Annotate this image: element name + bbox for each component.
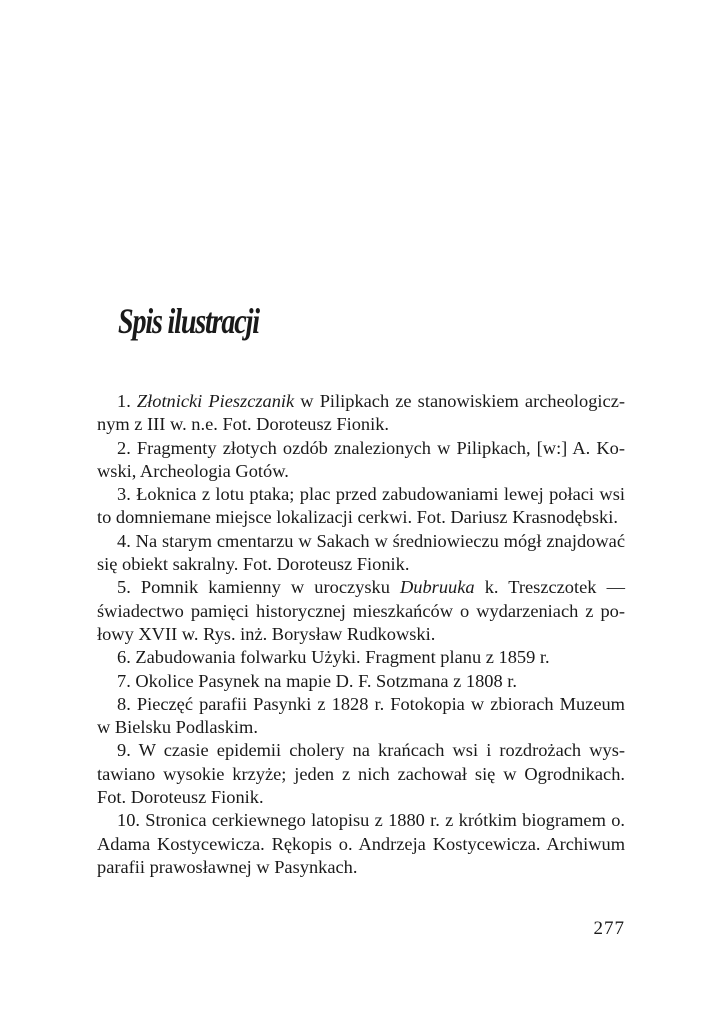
item-text — [97, 810, 625, 877]
text-segment: Pieczęć parafii Pasynki z 1828 r. Fotokopia w zbiorach Muzeum w Bielsku Podlaskim. — [97, 693, 625, 738]
item-text — [97, 577, 625, 644]
item-number: 2. — [117, 437, 131, 458]
item-text — [97, 484, 625, 527]
item-number: 9. — [117, 740, 131, 761]
text-segment: w Pilipkach ze stanowiskiem archeologicznym z III w. n.e. Fot. Doroteusz Fionik. — [97, 391, 625, 435]
item-text — [135, 647, 549, 667]
item-text — [97, 438, 625, 481]
item-number: 5. — [117, 577, 131, 598]
list-item — [97, 809, 625, 879]
item-text — [97, 740, 625, 807]
text-segment: Stronica cerkiewnego latopisu z 1880 r. z krótkim biogramem o. Adama Kostycewicza. Rękopis o. Andrzeja Kostycewicza. Archiwum parafii prawosławnej w Pasynkach. — [97, 810, 625, 877]
list-item — [97, 576, 625, 646]
item-number: 4. — [117, 530, 131, 551]
item-number: 6. — [117, 647, 131, 668]
italic-text: Złotnicki Pieszczanik — [136, 391, 295, 411]
item-number: 1. — [117, 391, 131, 411]
item-number: 7. — [117, 670, 131, 691]
item-number: 3. — [117, 484, 131, 505]
text-segment: Okolice Pasynek na mapie D. F. Sotzmana z 1808 r. — [135, 670, 517, 691]
list-item — [97, 530, 625, 577]
item-text — [135, 671, 517, 691]
list-item — [97, 739, 625, 809]
item-text — [97, 531, 625, 574]
page-number: 277 — [593, 918, 625, 939]
item-number: 8. — [117, 693, 131, 714]
text-segment: Fragmenty złotych ozdób znalezionych w Pilipkach, [w:] A. Kowski, Archeologia Gotów. — [97, 437, 625, 481]
list-item — [97, 390, 625, 437]
italic-text: Dubruuka — [400, 577, 475, 598]
item-number: 10. — [117, 810, 140, 831]
text-segment: Na starym cmentarzu w Sakach w średniowieczu mógł znajdować się obiekt sakralny. Fot. Doroteusz Fionik. — [97, 530, 625, 575]
text-segment: Zabudowania folwarku Użyki. Fragment planu z 1859 r. — [135, 647, 550, 668]
text-segment: W czasie epidemii cholery na krańcach wsi i rozdrożach wystawiano wysokie krzyże; jeden z nich zachował się w Ogrodnikach. Fot. Doroteusz Fionik. — [97, 740, 625, 808]
illustration-list — [97, 390, 625, 879]
item-text — [97, 391, 625, 434]
list-item — [97, 693, 625, 740]
text-segment: Łoknica z lotu ptaka; plac przed zabudowaniami lewej połaci wsi to domniemane miejsce lokalizacji cerkwi. Fot. Dariusz Krasnodębski. — [97, 484, 625, 528]
item-text — [97, 694, 625, 737]
list-item — [97, 646, 625, 669]
list-item — [97, 483, 625, 530]
text-segment: k. Treszczotek — świadectwo pamięci historycznej mieszkańców o wydarzeniach z połowy XVII w. Rys. inż. Borysław Rudkowski. — [97, 577, 625, 644]
list-item — [97, 670, 625, 693]
list-item — [97, 437, 625, 484]
text-segment: Pomnik kamienny w uroczysku — [140, 577, 401, 598]
page-title: Spis ilustracji — [118, 301, 259, 341]
